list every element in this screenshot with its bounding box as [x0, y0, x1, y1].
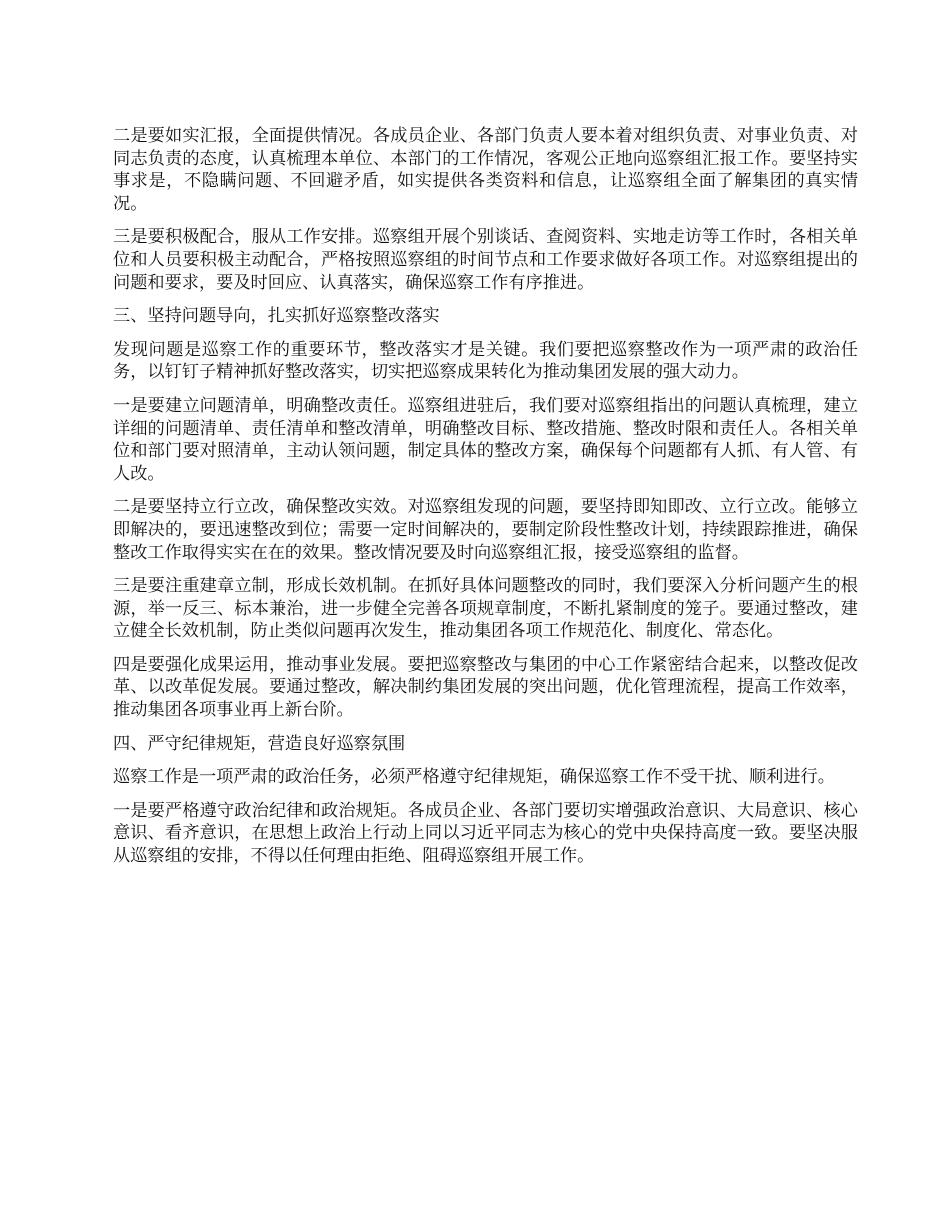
document-body [113, 125, 858, 879]
paragraph-immediate-rectification: 二是要坚持立行立改，确保整改实效。对巡察组发现的问题，要坚持即知即改、立行立改。能够立即解决的，要迅速整改到位；需要一定时间解决的，要制定阶段性整改计划，持续跟踪推进，确保整改工作取得实实在在的效果。整改情况要及时向巡察组汇报，接受巡察组的监督。 [113, 497, 858, 563]
section-heading-3: 三、坚持问题导向，扎实抓好巡察整改落实 [113, 306, 440, 327]
paragraph-cooperate-actively: 三是要积极配合，服从工作安排。巡察组开展个别谈话、查阅资料、实地走访等工作时，各相关单位和人员要积极主动配合，严格按照巡察组的时间节点和工作要求做好各项工作。对巡察组提出的问题和要求，要及时回应、认真落实，确保巡察工作有序推进。 [113, 227, 858, 293]
paragraph-long-term-mechanism: 三是要注重建章立制，形成长效机制。在抓好具体问题整改的同时，我们要深入分析问题产生的根源，举一反三、标本兼治，进一步健全完善各项规章制度，不断扎紧制度的笼子。要通过整改，建立健全长效机制，防止类似问题再次发生，推动集团各项工作规范化、制度化、常态化。 [113, 576, 858, 642]
paragraph-problem-list: 一是要建立问题清单，明确整改责任。巡察组进驻后，我们要对巡察组指出的问题认真梳理，建立详细的问题清单、责任清单和整改清单，明确整改目标、整改措施、整改时限和责任人。各相关单位和部门要对照清单，主动认领问题，制定具体的整改方案，确保每个问题都有人抓、有人管、有人改。 [113, 395, 858, 484]
paragraph-apply-results: 四是要强化成果运用，推动事业发展。要把巡察整改与集团的中心工作紧密结合起来，以整改促改革、以改革促发展。要通过整改，解决制约集团发展的突出问题，优化管理流程，提高工作效率，推动集团各项事业再上新台阶。 [113, 654, 858, 721]
paragraph-discipline-intro: 巡察工作是一项严肃的政治任务，必须严格遵守纪律规矩，确保巡察工作不受干扰、顺利进行。 [113, 767, 835, 788]
paragraph-rectification-intro: 发现问题是巡察工作的重要环节，整改落实才是关键。我们要把巡察整改作为一项严肃的政治任务，以钉钉子精神抓好整改落实，切实把巡察成果转化为推动集团发展的强大动力。 [113, 339, 858, 383]
paragraph-report-truthfully: 二是要如实汇报，全面提供情况。各成员企业、各部门负责人要本着对组织负责、对事业负责、对同志负责的态度，认真梳理本单位、本部门的工作情况，客观公正地向巡察组汇报工作。要坚持实事求是，不隐瞒问题、不回避矛盾，如实提供各类资料和信息，让巡察组全面了解集团的真实情况。 [113, 126, 858, 214]
section-heading-4: 四、严守纪律规矩，营造良好巡察氛围 [113, 733, 406, 754]
paragraph-political-discipline: 一是要严格遵守政治纪律和政治规矩。各成员企业、各部门要切实增强政治意识、大局意识、核心意识、看齐意识，在思想上政治上行动上同以习近平同志为核心的党中央保持高度一致。要坚决服从巡察组的安排，不得以任何理由拒绝、阻碍巡察组开展工作。 [113, 800, 858, 867]
